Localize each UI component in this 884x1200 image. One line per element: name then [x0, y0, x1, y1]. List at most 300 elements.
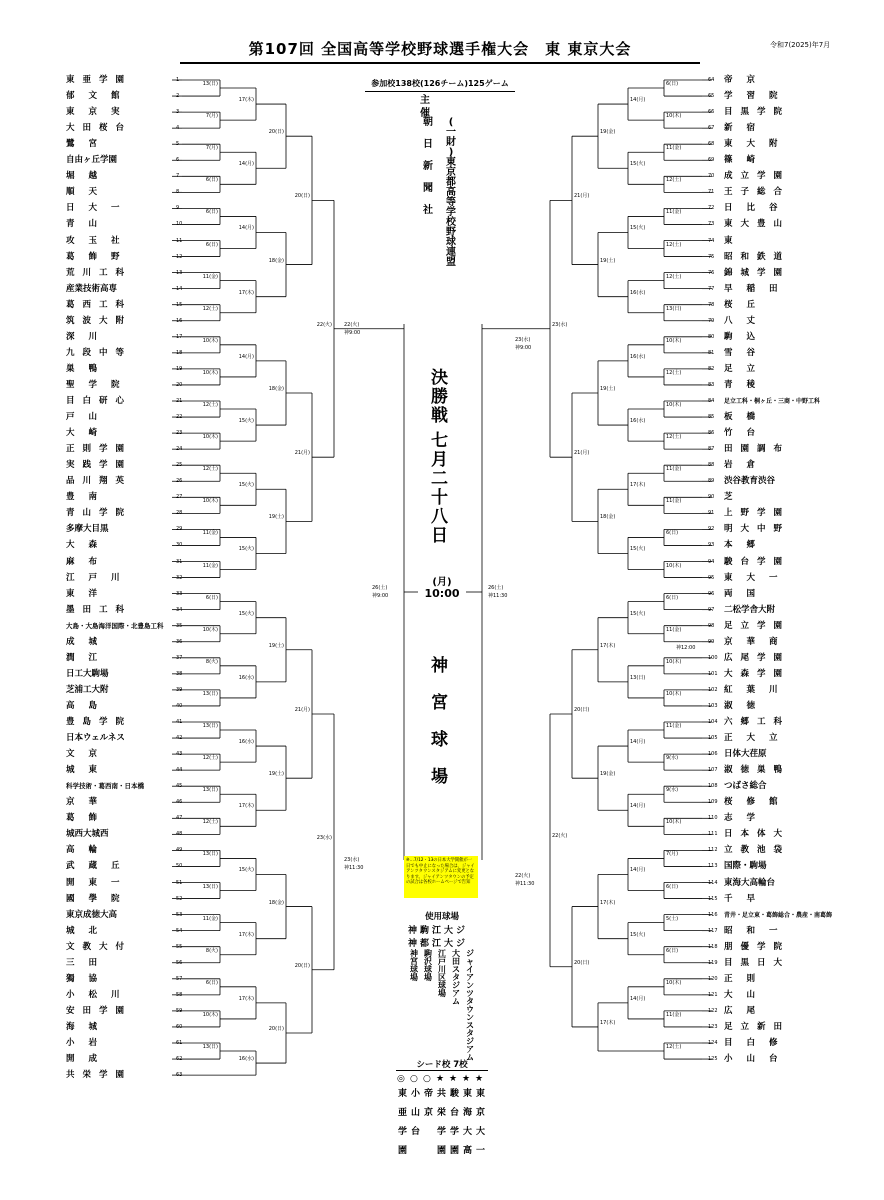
- team-left: [66, 860, 183, 872]
- team-name: 高輪: [66, 845, 112, 856]
- round-label: 17(木): [238, 289, 254, 296]
- team-right: [708, 684, 828, 696]
- team-name: 早稲田: [724, 283, 792, 294]
- team-number: 115: [708, 895, 718, 902]
- team-right: [708, 909, 833, 921]
- team-name: 錦城学園: [724, 267, 791, 278]
- team-left: [66, 941, 183, 953]
- round-label: 6(日): [205, 241, 218, 248]
- team-number: 102: [708, 686, 718, 693]
- team-number: 10: [176, 221, 183, 228]
- team-name: 葛西工科: [66, 299, 133, 310]
- team-right: [708, 106, 828, 118]
- team-name: 高島: [66, 700, 112, 711]
- team-number: 53: [176, 911, 183, 918]
- round-label: 20(日): [574, 706, 590, 713]
- team-number: 94: [708, 558, 715, 565]
- team-left: [66, 812, 183, 824]
- team-left: [66, 218, 183, 230]
- round-label: 19(金): [600, 129, 616, 136]
- team-number: 11: [176, 237, 183, 244]
- team-number: 118: [708, 943, 718, 950]
- round-label: 18(金): [268, 385, 284, 392]
- team-number: 46: [176, 799, 183, 806]
- team-left: [66, 267, 183, 279]
- team-name: 小松川: [66, 989, 134, 1000]
- team-name: 東大一: [724, 572, 792, 583]
- team-name: 東大豊山: [724, 219, 791, 230]
- team-name: 目黒日大: [724, 957, 791, 968]
- round-label: 12(土): [666, 177, 682, 184]
- team-name: 豊島学院: [66, 717, 133, 727]
- team-right: [708, 941, 828, 953]
- team-name: 海城: [66, 1021, 112, 1032]
- team-number: 80: [708, 333, 715, 340]
- final-weekday: (月): [432, 577, 452, 588]
- team-number: 77: [708, 285, 715, 292]
- team-name: 六郷工科: [724, 717, 791, 727]
- team-name: 國學院: [66, 893, 134, 904]
- team-left: [66, 1069, 183, 1081]
- team-number: 67: [708, 125, 715, 132]
- sponsor-label: 主 催: [420, 95, 430, 119]
- round-label: 7(月): [205, 145, 218, 152]
- round-label: 19(土): [600, 257, 616, 264]
- round-label: 16(水): [238, 739, 254, 746]
- team-name: 正則: [724, 973, 770, 984]
- team-number: 58: [176, 991, 183, 998]
- team-name: 葛飾: [66, 813, 112, 824]
- team-left: [66, 299, 183, 311]
- seed-school: 東 京 大 一: [476, 1089, 486, 1156]
- team-name: 荒川工科: [66, 267, 133, 278]
- team-right: [708, 363, 828, 375]
- team-right: [708, 957, 828, 969]
- team-name: 雪谷: [724, 347, 770, 358]
- round-label: 10(木): [202, 337, 218, 344]
- team-name: 日比谷: [724, 203, 792, 214]
- team-number: 99: [708, 638, 715, 645]
- round-label: 17(木): [600, 642, 616, 649]
- team-name: 東海大高輪台: [724, 877, 776, 888]
- team-name: 足立新田: [724, 1021, 791, 1032]
- team-name: 千早: [724, 893, 770, 904]
- round-label: 6(日): [205, 209, 218, 216]
- team-left: [66, 122, 180, 134]
- round-label: 15(火): [630, 931, 646, 938]
- team-right: [708, 780, 828, 792]
- team-number: 20: [176, 381, 183, 388]
- team-right: [708, 732, 828, 744]
- team-right: [708, 283, 828, 295]
- round-label: 11(金): [666, 145, 682, 152]
- team-number: 37: [176, 654, 183, 661]
- team-name: 攻玉社: [66, 235, 134, 246]
- team-right: [708, 700, 828, 712]
- round-label: 15(火): [630, 161, 646, 168]
- team-right: [708, 90, 828, 102]
- team-name: 目黒学院: [724, 107, 791, 118]
- team-name: 大森学園: [724, 668, 791, 679]
- round-label: 17(木): [600, 1019, 616, 1026]
- team-name: 竹台: [724, 428, 770, 439]
- team-name: 駿台学園: [724, 556, 791, 567]
- round-label: 12(土): [666, 241, 682, 248]
- round-label: 11(金): [202, 530, 218, 537]
- team-name: 紅葉川: [724, 684, 792, 695]
- team-name: つばさ総合: [724, 781, 767, 792]
- team-number: 63: [176, 1072, 183, 1079]
- team-number: 1: [176, 77, 180, 83]
- team-number: 25: [176, 462, 183, 469]
- team-number: 95: [708, 574, 715, 581]
- team-right: [708, 202, 828, 214]
- round-label: 18(金): [600, 514, 616, 521]
- venue-name: 神 宮 球 場: [410, 949, 418, 982]
- round-label: 19(土): [268, 771, 284, 778]
- team-right: [708, 860, 828, 872]
- team-name: 大山: [724, 989, 770, 1000]
- team-number: 103: [708, 702, 718, 709]
- team-number: 83: [708, 381, 715, 388]
- team-name: 篠崎: [724, 155, 770, 166]
- team-right: [708, 652, 828, 664]
- round-label: 23(水): [552, 321, 568, 328]
- team-right: [708, 556, 828, 568]
- team-left: [66, 716, 183, 728]
- team-right: [708, 539, 828, 551]
- round-label: 10(木): [666, 690, 682, 697]
- round-label: 10(木): [202, 626, 218, 633]
- team-number: 47: [176, 815, 183, 822]
- round-label: 13(日): [202, 883, 218, 890]
- team-right: [708, 893, 828, 905]
- team-number: 78: [708, 301, 715, 308]
- team-number: 110: [708, 815, 718, 822]
- team-number: 32: [176, 574, 183, 581]
- team-name: 上野学園: [724, 508, 791, 519]
- venue-name: 駒 沢 球 場: [424, 949, 432, 982]
- team-left: [66, 523, 183, 535]
- team-right: [708, 507, 828, 519]
- team-left: [66, 459, 183, 471]
- team-number: 8: [176, 189, 180, 196]
- team-name: 田園調布: [724, 444, 791, 455]
- team-left: [66, 475, 183, 487]
- team-left: [66, 764, 183, 776]
- team-number: 34: [176, 606, 183, 613]
- team-left: [66, 668, 183, 680]
- team-right: [708, 459, 828, 471]
- team-number: 119: [708, 959, 718, 966]
- team-left: [66, 909, 183, 921]
- seed-school: 東 海 大 高: [463, 1089, 473, 1156]
- round-label: 13(日): [202, 787, 218, 794]
- team-name: 日本ウェルネス: [66, 733, 125, 744]
- team-left: [66, 1005, 183, 1017]
- round-label: 15(火): [238, 867, 254, 874]
- round-label: 14(月): [238, 353, 254, 360]
- team-right: [708, 925, 828, 937]
- team-number: 45: [176, 783, 183, 790]
- team-left: [66, 507, 183, 519]
- team-number: 26: [176, 478, 183, 485]
- team-right: [708, 411, 828, 423]
- team-number: 79: [708, 317, 715, 324]
- team-left: [66, 331, 183, 343]
- team-left: [66, 1053, 183, 1065]
- team-name: 墨田工科: [66, 604, 133, 615]
- team-number: 4: [176, 125, 180, 132]
- team-number: 73: [708, 221, 715, 228]
- team-name: 志学: [724, 813, 770, 824]
- team-number: 86: [708, 430, 715, 437]
- round-label: 16(水): [630, 418, 646, 425]
- team-left: [66, 957, 183, 969]
- team-name: 朋優学院: [724, 941, 791, 952]
- team-name: 成城: [66, 636, 112, 647]
- quarterfinal-date: 23(水): [515, 337, 531, 343]
- round-label: 6(日): [205, 594, 218, 601]
- team-left: [66, 620, 183, 632]
- team-number: 93: [708, 542, 715, 549]
- team-name: 開成: [66, 1054, 112, 1065]
- team-left: [66, 363, 183, 375]
- team-name: 目白研心: [66, 396, 133, 406]
- semifinal-date: 26(土): [372, 585, 388, 591]
- team-name: 文教大付: [66, 941, 133, 952]
- round-label: 10(木): [202, 498, 218, 505]
- round-label: 10(木): [202, 1011, 218, 1018]
- team-name: 麻布: [66, 556, 112, 567]
- round-label: 20(日): [268, 1025, 284, 1032]
- round-label: 13(日): [202, 690, 218, 697]
- team-name: 安田学園: [66, 1005, 133, 1016]
- round-label: 21(月): [294, 450, 310, 457]
- team-name: 武蔵丘: [66, 861, 134, 872]
- team-number: 49: [176, 847, 183, 854]
- team-left: [66, 604, 183, 616]
- sponsor-asahi: 朝 日 新 聞 社: [423, 117, 433, 216]
- round-label: 9(水): [666, 787, 679, 794]
- round-label: 20(日): [294, 962, 310, 969]
- round-label: 6(日): [666, 947, 679, 954]
- team-name: 小山台: [724, 1054, 792, 1065]
- team-left: [66, 395, 183, 407]
- team-number: 120: [708, 975, 718, 982]
- round-label: 11(金): [666, 1011, 682, 1018]
- team-name: 淑徳巣鴨: [724, 765, 791, 776]
- team-name: 江戸川: [66, 572, 134, 583]
- quarterfinal-time: 神9:00: [515, 345, 532, 351]
- round-label: 9(水): [666, 755, 679, 762]
- team-name: 筑波大附: [66, 315, 133, 326]
- team-number: 114: [708, 879, 718, 886]
- team-number: 36: [176, 638, 183, 645]
- team-number: 51: [176, 879, 183, 886]
- final-venue: 神 宮 球 場: [431, 656, 448, 787]
- team-name: 東大附: [724, 139, 792, 150]
- team-number: 123: [708, 1023, 718, 1030]
- round-label: 12(土): [666, 369, 682, 376]
- round-label: 11(金): [666, 498, 682, 505]
- team-name: 青山学院: [66, 508, 133, 519]
- team-left: [66, 844, 183, 856]
- round-label: 13(日): [202, 81, 218, 88]
- team-number: 97: [708, 606, 715, 613]
- team-number: 61: [176, 1040, 183, 1046]
- team-left: [66, 636, 183, 648]
- team-name: 郁文館: [66, 91, 134, 102]
- team-number: 15: [176, 301, 183, 308]
- round-label: 15(火): [238, 418, 254, 425]
- team-name: 小岩: [66, 1038, 112, 1048]
- round-label: 7(月): [666, 851, 679, 858]
- team-left: [66, 347, 183, 359]
- team-right: [708, 812, 828, 824]
- team-number: 109: [708, 799, 718, 806]
- team-name: 鷺宮: [66, 139, 112, 150]
- team-left: [66, 443, 183, 455]
- team-name: 国際・駒場: [724, 861, 767, 872]
- team-right: [708, 122, 828, 134]
- team-left: [66, 748, 183, 760]
- team-left: [66, 1037, 183, 1049]
- team-number: 18: [176, 349, 183, 356]
- team-name: 聖学院: [66, 379, 134, 390]
- seed-mark: ★: [462, 1074, 471, 1084]
- team-number: 56: [176, 959, 183, 966]
- team-right: [708, 475, 828, 487]
- round-label: 17(木): [238, 995, 254, 1002]
- team-number: 50: [176, 863, 183, 870]
- team-left: [66, 235, 183, 247]
- team-name: 開東一: [66, 877, 134, 888]
- round-label: 17(木): [238, 97, 254, 104]
- round-label: 14(月): [630, 739, 646, 746]
- team-name: 昭和鉄道: [724, 251, 791, 262]
- team-right: [708, 716, 828, 728]
- team-left: [66, 877, 183, 889]
- team-right: [708, 491, 828, 503]
- team-right: [708, 636, 828, 648]
- venue-name: 江 戸 川 区 球 場: [438, 949, 446, 998]
- team-number: 70: [708, 173, 715, 180]
- team-right: [708, 523, 828, 535]
- team-number: 90: [708, 494, 715, 501]
- team-name: 巣鴨: [66, 363, 112, 374]
- special-time: 神12:00: [676, 645, 696, 651]
- team-number: 42: [176, 735, 183, 742]
- team-name: 昭和一: [724, 925, 792, 936]
- team-left: [66, 170, 180, 182]
- team-name: 王子総合: [724, 187, 791, 198]
- team-left: [66, 379, 183, 391]
- team-number: 2: [176, 93, 180, 100]
- round-label: 14(月): [238, 225, 254, 232]
- round-label: 17(木): [630, 482, 646, 489]
- team-number: 48: [176, 831, 183, 838]
- team-name: 日体大荏原: [724, 749, 767, 760]
- round-label: 15(火): [630, 225, 646, 232]
- team-name: 東洋: [66, 588, 112, 599]
- team-number: 35: [176, 622, 183, 629]
- team-left: [66, 251, 183, 263]
- round-label: 11(金): [202, 273, 218, 280]
- team-number: 106: [708, 751, 718, 758]
- round-label: 14(月): [630, 97, 646, 104]
- team-number: 55: [176, 943, 183, 950]
- team-number: 38: [176, 670, 183, 677]
- team-left: [66, 588, 183, 600]
- page-title: 第107回 全国高等学校野球選手権大会 東 東京大会: [248, 40, 632, 58]
- team-right: [708, 1021, 828, 1033]
- team-number: 71: [708, 189, 715, 196]
- team-name: 大田桜台: [66, 123, 133, 134]
- round-label: 11(金): [666, 209, 682, 216]
- team-right: [708, 620, 828, 632]
- team-right: [708, 218, 828, 230]
- team-right: [708, 267, 828, 279]
- team-right: [708, 251, 828, 263]
- team-number: 43: [176, 751, 183, 758]
- round-label: 10(木): [666, 113, 682, 120]
- round-label: 10(木): [202, 434, 218, 441]
- team-number: 44: [176, 767, 183, 774]
- round-label: 10(木): [202, 369, 218, 376]
- team-left: [66, 796, 183, 808]
- team-name: 広尾学園: [724, 652, 791, 663]
- round-label: 13(日): [202, 851, 218, 858]
- round-label: 13(日): [666, 305, 682, 312]
- team-number: 89: [708, 478, 715, 485]
- team-right: [708, 828, 828, 840]
- team-number: 24: [176, 446, 183, 453]
- team-name: 大島・大島海洋国際・北豊島工科: [66, 621, 164, 630]
- venue-name: 大 田 ス タ ジ ア ム: [452, 949, 460, 1006]
- round-label: 14(月): [238, 161, 254, 168]
- team-right: [708, 1005, 828, 1017]
- team-name: 東亜学園: [66, 75, 133, 85]
- semifinal-date: 26(土): [488, 585, 504, 591]
- round-label: 17(木): [238, 931, 254, 938]
- round-label: 6(日): [666, 883, 679, 890]
- team-name: 学習院: [724, 91, 792, 102]
- team-name: 大崎: [66, 428, 112, 439]
- team-number: 125: [708, 1056, 718, 1063]
- team-left: [66, 700, 183, 712]
- team-number: 113: [708, 863, 718, 870]
- team-right: [708, 443, 828, 455]
- team-name: 日大一: [66, 203, 134, 214]
- seed-mark: ★: [449, 1074, 458, 1084]
- round-label: 10(木): [666, 658, 682, 665]
- round-label: 11(金): [666, 626, 682, 633]
- team-number: 23: [176, 430, 183, 437]
- seed-school: 共 栄 学 園: [437, 1089, 447, 1156]
- round-label: 11(金): [666, 466, 682, 473]
- team-number: 54: [176, 927, 183, 934]
- team-right: [708, 1053, 828, 1065]
- round-label: 14(月): [630, 867, 646, 874]
- team-number: 14: [176, 285, 183, 292]
- team-name: 青井・足立東・葛飾総合・農産・南葛飾: [724, 911, 833, 919]
- team-number: 19: [176, 365, 183, 372]
- team-left: [66, 491, 183, 503]
- team-name: 大森: [66, 540, 112, 551]
- team-right: [708, 235, 828, 247]
- team-number: 112: [708, 847, 718, 854]
